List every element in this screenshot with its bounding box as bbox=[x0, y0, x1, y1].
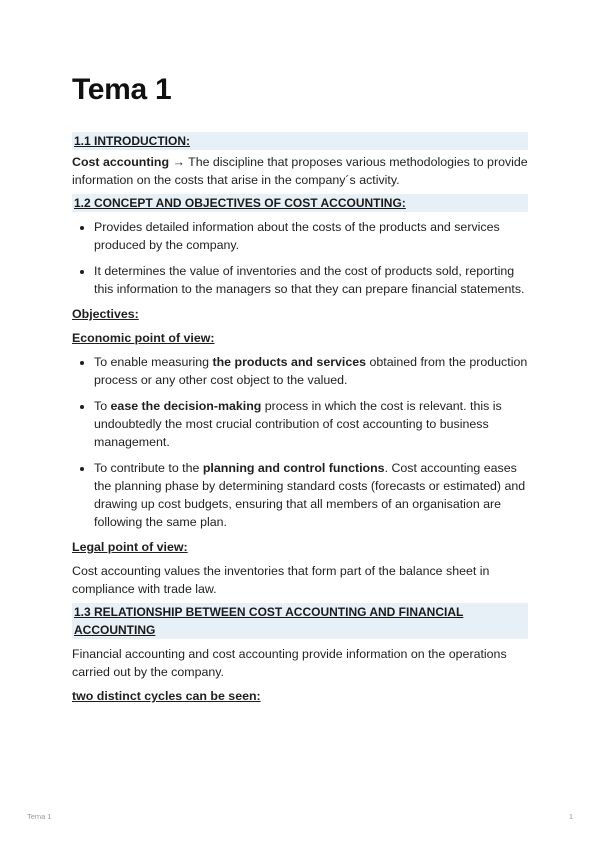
section-heading-introduction: 1.1 INTRODUCTION: bbox=[72, 132, 528, 150]
arrow-icon: → bbox=[172, 155, 185, 169]
list-item-text: process in which the cost is relevant. this is undoubtedly the most crucial contribution of cost accounting to business management. bbox=[94, 399, 502, 449]
relationship-paragraph: Financial accounting and cost accounting provide information on the operations carried out by the company. bbox=[72, 647, 507, 679]
concept-list bbox=[72, 218, 528, 298]
page-number: 1 bbox=[568, 812, 573, 821]
cycles-label: two distinct cycles can be seen: bbox=[72, 689, 261, 703]
list-item: • Provides detailed information about the costs of the products and services produced by the company. bbox=[94, 218, 528, 254]
list-item bbox=[94, 459, 528, 531]
document-content bbox=[72, 70, 528, 705]
legal-paragraph: Cost accounting values the inventories that form part of the balance sheet in compliance with trade law. bbox=[72, 564, 490, 596]
list-item bbox=[94, 353, 528, 389]
list-item-emphasis: the products and services bbox=[212, 355, 367, 369]
section-heading-relationship: 1.3 RELATIONSHIP BETWEEN COST ACCOUNTING AND FINANCIAL ACCOUNTING bbox=[72, 603, 528, 639]
intro-paragraph bbox=[72, 153, 528, 189]
list-item-text: . Cost accounting eases the planning phase by determining standard costs (forecasts or estimated) and drawing up cost budgets, ensuring that all members of an organisation are following the same plan. bbox=[94, 461, 526, 529]
legal-label: Legal point of view: bbox=[72, 540, 188, 554]
list-item-text: To bbox=[94, 399, 111, 413]
economic-label: Economic point of view: bbox=[72, 331, 215, 345]
intro-definition: The discipline that proposes various methodologies to provide information on the costs that arise in the company´s activity. bbox=[72, 155, 528, 187]
page-title: Tema 1 bbox=[72, 73, 172, 106]
section-heading-concept: 1.2 CONCEPT AND OBJECTIVES OF COST ACCOUNTING: bbox=[72, 194, 528, 212]
objectives-label: Objectives: bbox=[72, 307, 139, 321]
list-item bbox=[94, 397, 528, 451]
list-item-text: To contribute to the bbox=[94, 461, 203, 475]
list-item: • It determines the value of inventories and the cost of products sold, reporting this information to the managers so that they can prepare financial statements. bbox=[94, 262, 528, 298]
list-item-emphasis: planning and control functions bbox=[202, 461, 385, 475]
intro-term: Cost accounting bbox=[72, 155, 170, 169]
list-item-emphasis: ease the decision-making bbox=[110, 399, 262, 413]
economic-list bbox=[72, 353, 528, 531]
list-item-text: To enable measuring bbox=[94, 355, 213, 369]
footer-title: Tema 1 bbox=[27, 812, 52, 821]
list-item-text: obtained from the production process or any other cost object to the valued. bbox=[94, 355, 528, 387]
